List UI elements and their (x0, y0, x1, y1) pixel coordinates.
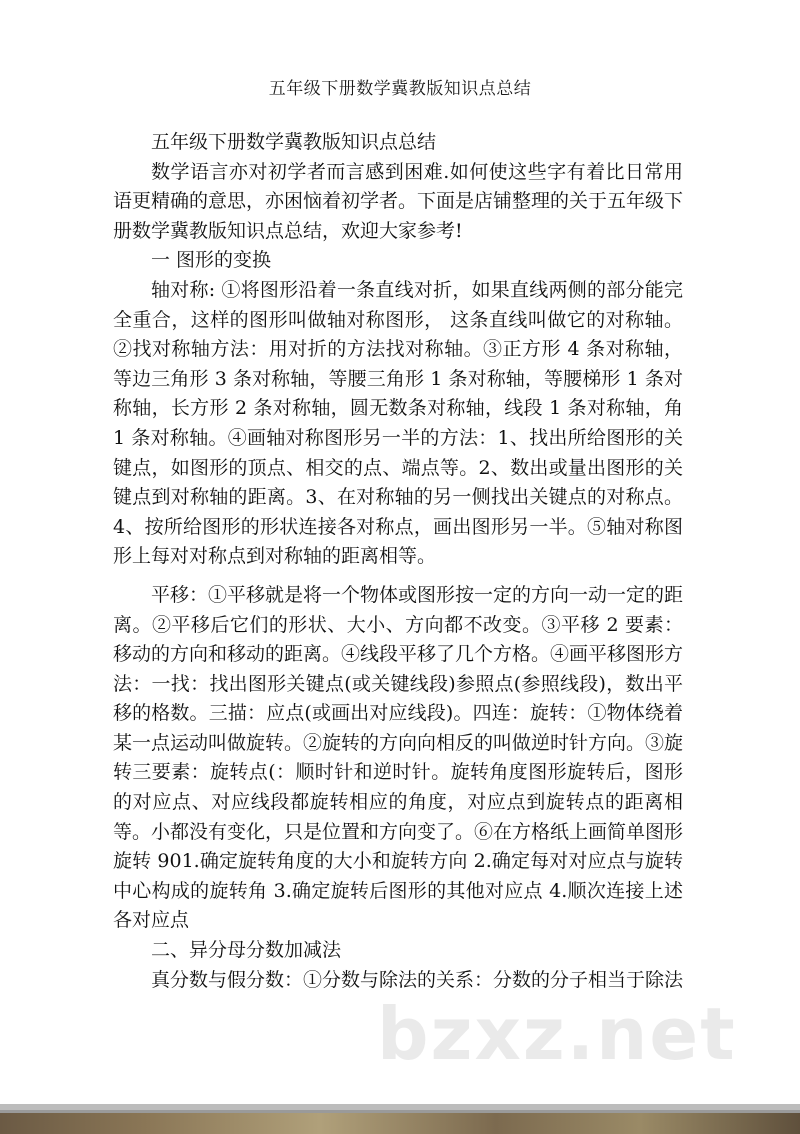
bottom-image-strip (0, 1104, 800, 1134)
strip-edge-shadow (0, 1110, 800, 1113)
document-body (113, 128, 683, 995)
paragraph-intro: 数学语言亦对初学者而言感到困难.如何使这些字有着比日常用语更精确的意思，亦困恼着初学者。下面是店铺整理的关于五年级下册数学冀教版知识点总结，欢迎大家参考! (113, 160, 684, 242)
paragraph-heading: 五年级下册数学冀教版知识点总结 (151, 131, 437, 153)
section-heading-fractions: 二、异分母分数加减法 (151, 939, 342, 962)
section-heading-transform: 一 图形的变换 (151, 249, 272, 272)
site-watermark: bzxz.net (377, 992, 737, 1076)
paragraph-translation-rotation: 平移：①平移就是将一个物体或图形按一定的方向一动一定的距离。②平移后它们的形状、大小、方向都不改变。③平移 2 要素：移动的方向和移动的距离。④线段平移了几个方格。④画平移图形方法：一找：找出图形关键点(或关键线段)参照点(参照线段)，数出平移的格数。三描：应点(或画出对应线段)。四连：旋转：①物体绕着某一点运动叫做旋转。②旋转的方向向相反的叫做逆时针方向。③旋转三要素：旋转点(：顺时针和逆时针。旋转角度图形旋转后，图形的对应点、对应线段都旋转相应的角度，对应点到旋转点的距离相等。小都没有变化，只是位置和方向变了。⑥在方格纸上画简单图形旋转 901.确定旋转角度的大小和旋转方向 2.确定每对对应点与旋转中心构成的旋转角 3.确定旋转后图形的其他对应点 4.顺次连接上述各对应点 (113, 583, 684, 932)
document-title: 五年级下册数学冀教版知识点总结 (268, 79, 532, 99)
paragraph-axial-symmetry: 轴对称: ①将图形沿着一条直线对折，如果直线两侧的部分能完全重合，这样的图形叫做轴对称图形， 这条直线叫做它的对称轴。②找对称轴方法：用对折的方法找对称轴。③正方形 4 条对称轴，等边三角形 3 条对称轴，等腰三角形 1 条对称轴，等腰梯形 1 条对称轴，长方形 2 条对称轴，圆无数条对称轴，线段 1 条对称轴，角 1 条对称轴。④画轴对称图形另一半的方法：1、找出所给图形的关键点，如图形的顶点、相交的点、端点等。2、数出或量出图形的关键点到对称轴的距离。3、在对称轴的另一侧找出关键点的对称点。4、按所给图形的形状连接各对称点，画出图形另一半。⑤轴对称图形上每对对称点到对称轴的距离相等。 (113, 278, 683, 568)
paragraph-fractions: 真分数与假分数：①分数与除法的关系：分数的分子相当于除法 (151, 968, 684, 991)
